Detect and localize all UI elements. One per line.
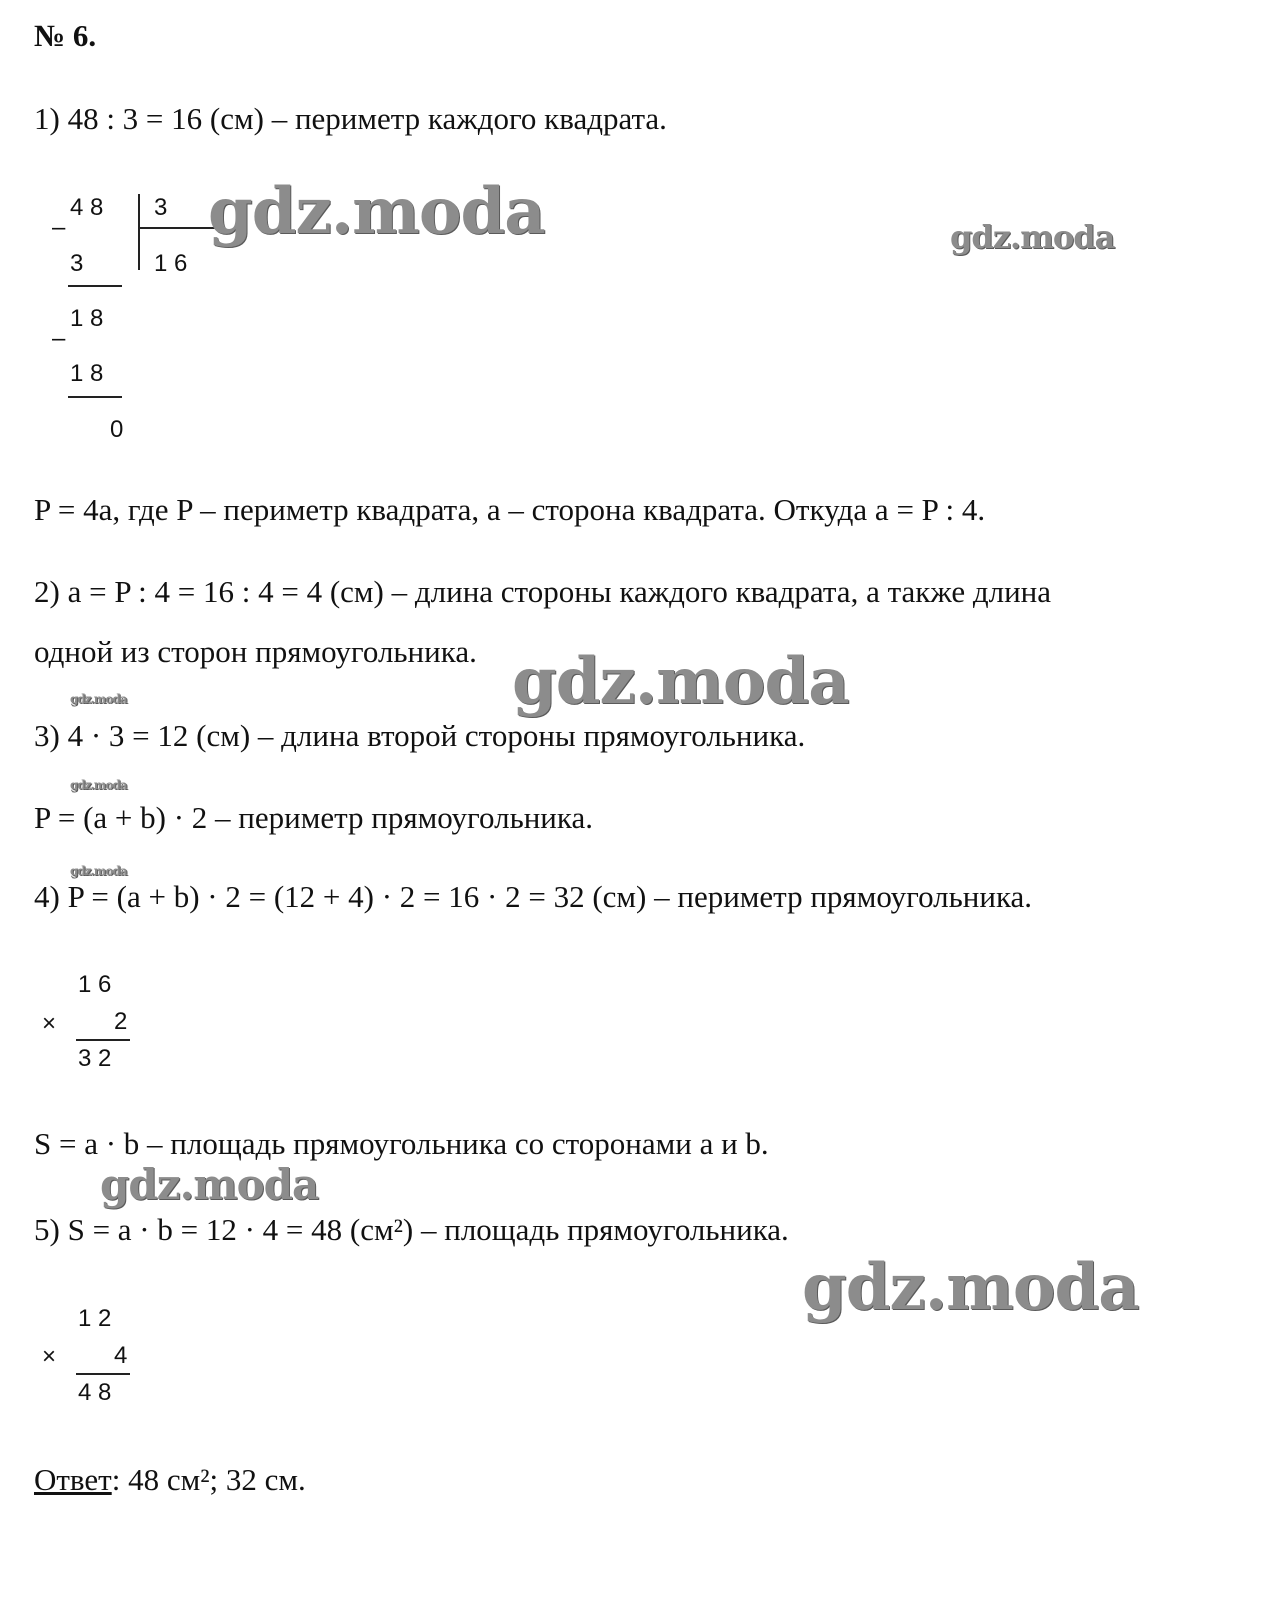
division-subtrahend-2: 1 8 [70,360,104,387]
division-minus-2: – [52,325,66,352]
watermark: gdz.moda [512,644,849,719]
division-dividend: 4 8 [70,194,104,221]
formula-square-perimeter: P = 4a, где P – периметр квадрата, a – сторона квадрата. Откуда a = P : 4. [34,492,986,527]
step-3-line: 3) 4 · 3 = 12 (см) – длина второй стороны прямоугольника. [34,718,806,753]
step-1-line: 1) 48 : 3 = 16 (см) – периметр каждого квадрата. [34,101,667,136]
watermark: gdz.moda [70,692,127,706]
watermark: gdz.moda [950,218,1115,256]
formula-rect-area: S = a · b – площадь прямоугольника со сторонами a и b. [34,1126,769,1161]
division-remainder-1: 1 8 [70,305,104,332]
watermark: gdz.moda [208,174,545,249]
mult1-sign: × [42,1010,57,1037]
step-2-line: 2) a = P : 4 = 16 : 4 = 4 (см) – длина стороны каждого квадрата, а также длина [34,574,1052,609]
mult1-top: 1 6 [78,971,112,998]
division-vertical-bar [138,194,140,270]
answer-text: : 48 см²; 32 см. [111,1462,306,1497]
step-5-line: 5) S = a · b = 12 · 4 = 48 (см²) – площадь прямоугольника. [34,1212,789,1247]
mult2-result: 4 8 [78,1379,112,1406]
mult1-line [76,1039,130,1041]
step-4-line: 4) P = (a + b) · 2 = (12 + 4) · 2 = 16 · 2 = 32 (см) – периметр прямоугольника. [34,879,1033,914]
formula-rect-perimeter: P = (a + b) · 2 – периметр прямоугольника. [34,800,593,835]
division-minus-1: – [52,214,66,241]
mult1-result: 3 2 [78,1045,112,1072]
problem-number: № 6. [34,18,97,53]
watermark: gdz.moda [100,1160,319,1209]
mult1-bottom: 2 [114,1008,128,1035]
division-subtrahend-1: 3 [70,250,84,277]
answer-label: Ответ [34,1462,112,1497]
mult2-bottom: 4 [114,1342,128,1369]
division-remainder-2: 0 [110,416,124,443]
mult2-line [76,1373,130,1375]
mult2-top: 1 2 [78,1305,112,1332]
step-2-continuation: одной из сторон прямоугольника. [34,634,477,669]
division-quotient-line [138,227,216,229]
division-divisor: 3 [154,194,168,221]
watermark: gdz.moda [70,778,127,792]
watermark: gdz.moda [802,1250,1139,1325]
answer-line [34,1462,306,1498]
division-line-1 [68,285,122,287]
division-quotient: 1 6 [154,250,188,277]
watermark: gdz.moda [70,864,127,878]
mult2-sign: × [42,1343,57,1370]
division-line-2 [68,396,122,398]
